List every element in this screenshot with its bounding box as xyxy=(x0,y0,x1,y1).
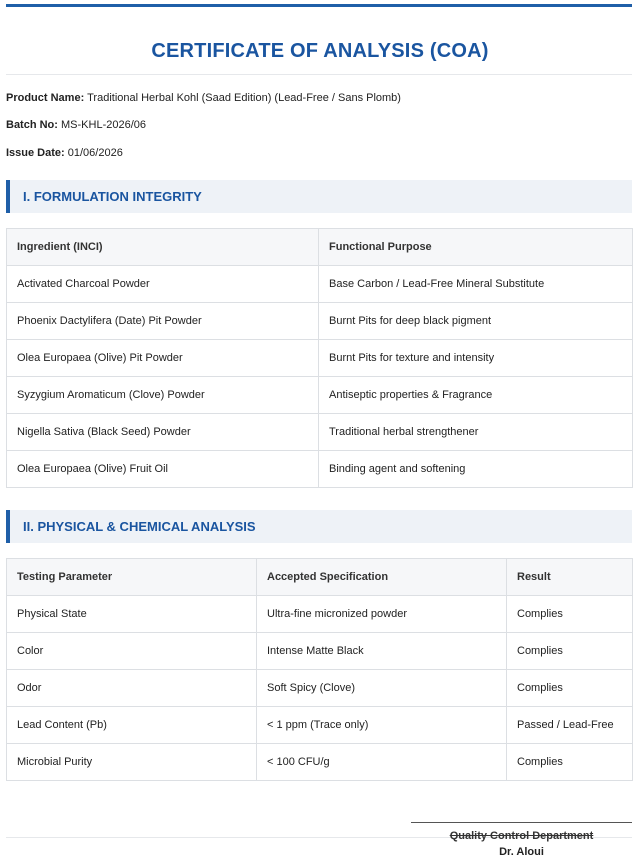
purpose-cell: Burnt Pits for texture and intensity xyxy=(319,340,633,377)
parameter-cell: Physical State xyxy=(7,596,257,633)
specification-cell: Ultra-fine micronized powder xyxy=(257,596,507,633)
result-cell: Complies xyxy=(507,596,633,633)
parameter-cell: Lead Content (Pb) xyxy=(7,707,257,744)
purpose-cell: Burnt Pits for deep black pigment xyxy=(319,303,633,340)
table-row xyxy=(7,596,633,633)
purpose-cell: Base Carbon / Lead-Free Mineral Substitute xyxy=(319,266,633,303)
section-formulation-header xyxy=(6,180,632,213)
batch-value: MS-KHL-2026/06 xyxy=(61,119,147,131)
signature-name: Dr. Aloui xyxy=(499,846,544,858)
column-header: Accepted Specification xyxy=(257,559,507,596)
product-name-line xyxy=(6,92,401,104)
page-title: CERTIFICATE OF ANALYSIS (COA) xyxy=(151,40,489,62)
purpose-cell: Antiseptic properties & Fragrance xyxy=(319,377,633,414)
table-row xyxy=(7,266,633,303)
specification-cell: < 100 CFU/g xyxy=(257,744,507,781)
formulation-table xyxy=(6,228,633,488)
top-rule xyxy=(6,4,632,7)
issue-date-line xyxy=(6,147,123,159)
parameter-cell: Odor xyxy=(7,670,257,707)
parameter-cell: Color xyxy=(7,633,257,670)
result-cell: Complies xyxy=(507,744,633,781)
signature-line xyxy=(411,822,632,823)
ingredient-cell: Olea Europaea (Olive) Pit Powder xyxy=(7,340,319,377)
issue-date-label: Issue Date: xyxy=(6,147,65,159)
signature-department: Quality Control Department xyxy=(449,830,594,842)
column-header: Ingredient (INCI) xyxy=(7,229,319,266)
table-header-row xyxy=(7,229,633,266)
ingredient-cell: Nigella Sativa (Black Seed) Powder xyxy=(7,414,319,451)
section-analysis-title: II. PHYSICAL & CHEMICAL ANALYSIS xyxy=(23,519,256,534)
column-header: Functional Purpose xyxy=(319,229,633,266)
table-row xyxy=(7,451,633,488)
table-row xyxy=(7,633,633,670)
column-header: Result xyxy=(507,559,633,596)
analysis-table xyxy=(6,558,633,781)
section-formulation-title: I. FORMULATION INTEGRITY xyxy=(23,189,202,204)
purpose-cell: Binding agent and softening xyxy=(319,451,633,488)
result-cell: Complies xyxy=(507,633,633,670)
result-cell: Complies xyxy=(507,670,633,707)
purpose-cell: Traditional herbal strengthener xyxy=(319,414,633,451)
ingredient-cell: Activated Charcoal Powder xyxy=(7,266,319,303)
table-row xyxy=(7,303,633,340)
table-row xyxy=(7,707,633,744)
table-row xyxy=(7,340,633,377)
table-row xyxy=(7,744,633,781)
specification-cell: < 1 ppm (Trace only) xyxy=(257,707,507,744)
product-name-label: Product Name: xyxy=(6,92,85,104)
ingredient-cell: Phoenix Dactylifera (Date) Pit Powder xyxy=(7,303,319,340)
ingredient-cell: Olea Europaea (Olive) Fruit Oil xyxy=(7,451,319,488)
result-cell: Passed / Lead-Free xyxy=(507,707,633,744)
parameter-cell: Microbial Purity xyxy=(7,744,257,781)
specification-cell: Intense Matte Black xyxy=(257,633,507,670)
ingredient-cell: Syzygium Aromaticum (Clove) Powder xyxy=(7,377,319,414)
table-row xyxy=(7,377,633,414)
specification-cell: Soft Spicy (Clove) xyxy=(257,670,507,707)
product-name-value: Traditional Herbal Kohl (Saad Edition) (Lead-Free / Sans Plomb) xyxy=(87,92,401,104)
column-header: Testing Parameter xyxy=(7,559,257,596)
table-row xyxy=(7,670,633,707)
batch-label: Batch No: xyxy=(6,119,58,131)
title-divider xyxy=(6,74,632,75)
section-analysis-header xyxy=(6,510,632,543)
issue-date-value: 01/06/2026 xyxy=(67,147,123,159)
table-row xyxy=(7,414,633,451)
batch-line xyxy=(6,119,146,131)
table-header-row xyxy=(7,559,633,596)
